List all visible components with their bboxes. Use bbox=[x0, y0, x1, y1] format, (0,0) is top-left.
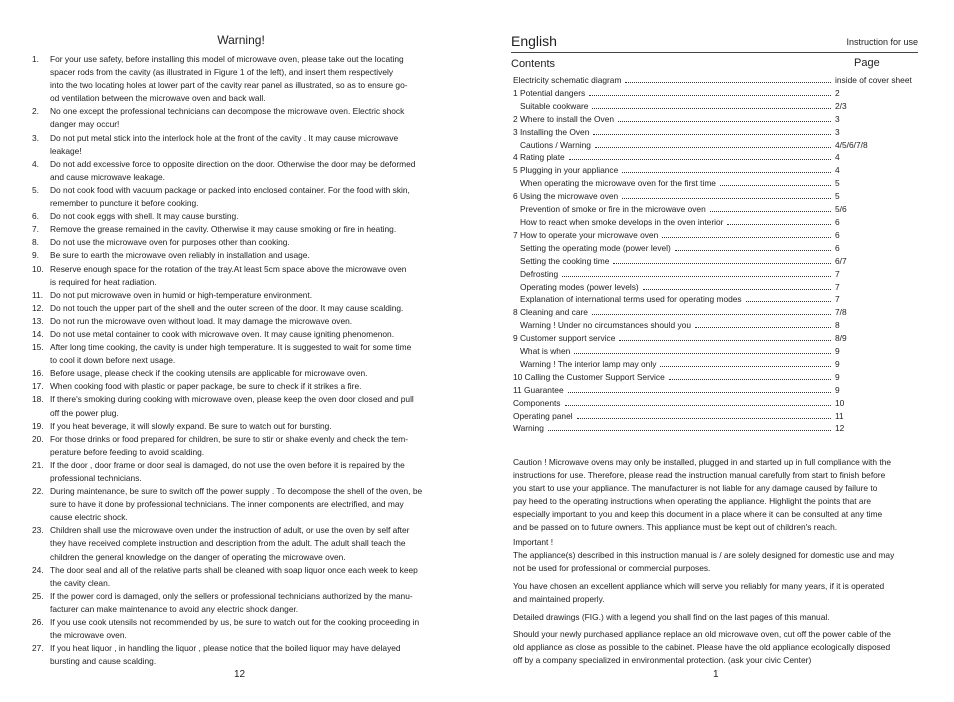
warning-item-number: 7. bbox=[32, 224, 39, 235]
caution-line: Caution ! Microwave ovens may only be installed, plugged in and started up in full compliance with the bbox=[513, 457, 892, 467]
warning-item-line: facturer can make maintenance to avoid any electric shock danger. bbox=[50, 603, 299, 614]
replace-oven-paragraph bbox=[513, 628, 923, 667]
warning-item bbox=[34, 616, 446, 642]
warning-item-number: 3. bbox=[32, 132, 39, 143]
warning-item-line: Do not run the microwave oven without load. It may damage the microwave oven. bbox=[50, 315, 353, 326]
warning-item-line: cause electric shock. bbox=[50, 512, 128, 523]
toc-entry bbox=[513, 165, 923, 178]
warning-item bbox=[34, 210, 446, 223]
warning-item bbox=[34, 564, 446, 590]
toc-entry-page: 4 bbox=[835, 152, 840, 163]
toc-entry-page: 11 bbox=[835, 410, 844, 421]
warning-item-number: 8. bbox=[32, 237, 39, 248]
toc-dot-leader bbox=[592, 108, 831, 109]
warning-item-line: Do not use the microwave oven for purposes other than cooking. bbox=[50, 237, 290, 248]
warning-item-line: The door seal and all of the relative parts shall be cleaned with soap liquor once each week to keep bbox=[50, 564, 418, 575]
warning-item bbox=[34, 223, 446, 236]
warning-item-line: Remove the grease remained in the cavity. Otherwise it may cause smoking or fire in heating. bbox=[50, 224, 397, 235]
warning-item bbox=[34, 328, 446, 341]
toc-dot-leader bbox=[619, 340, 831, 341]
toc-entry bbox=[513, 88, 923, 101]
toc-entry-label: Setting the operating mode (power level) bbox=[520, 242, 671, 253]
warning-item-number: 15. bbox=[32, 342, 44, 353]
warning-item bbox=[34, 367, 446, 380]
warning-item-number: 1. bbox=[32, 54, 39, 64]
toc-entry-page: 7/8 bbox=[835, 307, 847, 318]
warning-item-line: If the door , door frame or door seal is damaged, do not use the oven before it is repaired by the bbox=[50, 459, 405, 470]
toc-entry-label: 9 Customer support service bbox=[513, 333, 616, 344]
replace-line: old appliance as close as possible to the cabinet. Please have the old appliance ecologically disposed bbox=[513, 642, 891, 653]
warning-item-line: Do not put metal stick into the interlock hole at the front of the cavity . It may cause microwave bbox=[50, 132, 399, 143]
warning-item bbox=[34, 393, 446, 419]
toc-entry bbox=[513, 140, 923, 153]
warning-item-number: 6. bbox=[32, 211, 39, 222]
toc-entry bbox=[513, 152, 923, 165]
warning-item-number: 10. bbox=[32, 263, 44, 274]
warning-item-line: the microwave oven. bbox=[50, 630, 127, 641]
toc-entry bbox=[513, 346, 923, 359]
toc-entry-label: Setting the cooking time bbox=[520, 255, 610, 266]
toc-entry-label: What is when bbox=[520, 346, 571, 357]
toc-dot-leader bbox=[695, 327, 831, 328]
toc-entry bbox=[513, 307, 923, 320]
toc-entry-page: 6 bbox=[835, 229, 840, 240]
warning-item-line: If you heat liquor , in handling the liquor , please notice that the boiled liquor may have delayed bbox=[50, 643, 401, 654]
warning-item-line: od ventilation between the microwave oven and back wall. bbox=[50, 93, 266, 104]
caution-line: especially important to you and keep this document in a place where it can be consulted at any time bbox=[513, 509, 883, 520]
toc-entry-page: 5 bbox=[835, 191, 840, 202]
toc-entry bbox=[513, 217, 923, 230]
warning-item-number: 18. bbox=[32, 394, 44, 405]
toc-entry bbox=[513, 243, 923, 256]
toc-dot-leader bbox=[675, 250, 831, 251]
warning-item-line: off the power plug. bbox=[50, 407, 119, 418]
warning-item-line: If you heat beverage, it will slowly expand. Be sure to watch out for bursting. bbox=[50, 420, 332, 431]
warning-item bbox=[34, 289, 446, 302]
toc-entry-label: Explanation of international terms used for operating modes bbox=[520, 294, 742, 305]
contents-heading: Contents bbox=[511, 58, 556, 70]
toc-dot-leader bbox=[592, 314, 831, 315]
warning-item bbox=[34, 380, 446, 393]
choice-line: You have chosen an excellent appliance which will serve you reliably for many years, if it is operated bbox=[513, 581, 885, 591]
warning-item-number: 23. bbox=[32, 525, 44, 536]
important-label: Important ! bbox=[513, 537, 554, 547]
toc-entry bbox=[513, 256, 923, 269]
warning-item-line: Do not touch the upper part of the shell and the outer screen of the door. It may cause scalding. bbox=[50, 302, 404, 313]
toc-dot-leader bbox=[574, 353, 831, 354]
warning-item-line: children the general knowledge on the danger of operating the microwave oven. bbox=[50, 551, 346, 562]
toc-entry-page: 2/3 bbox=[835, 100, 847, 111]
toc-entry-label: Operating panel bbox=[513, 410, 573, 421]
important-paragraph bbox=[513, 536, 923, 575]
toc-entry bbox=[513, 204, 923, 217]
toc-entry bbox=[513, 127, 923, 140]
table-of-contents bbox=[513, 75, 923, 436]
language-title: English bbox=[511, 33, 557, 49]
toc-dot-leader bbox=[562, 276, 831, 277]
warning-item-number: 5. bbox=[32, 184, 39, 195]
warning-item-line: remember to puncture it before cooking. bbox=[50, 198, 199, 209]
instruction-for-use-label: Instruction for use bbox=[846, 37, 918, 47]
toc-entry-label: Cautions / Warning bbox=[520, 139, 591, 150]
warning-item-line: If the power cord is damaged, only the sellers or professional technicians authorized by the manu- bbox=[50, 590, 413, 601]
warning-item bbox=[34, 184, 446, 210]
toc-entry bbox=[513, 359, 923, 372]
warning-item-number: 9. bbox=[32, 250, 39, 261]
warning-item-number: 13. bbox=[32, 315, 44, 326]
toc-entry-page: 10 bbox=[835, 397, 845, 408]
toc-entry bbox=[513, 320, 923, 333]
toc-entry-page: 2 bbox=[835, 87, 840, 98]
toc-entry bbox=[513, 269, 923, 282]
warning-item-line: For those drinks or food prepared for children, be sure to stir or shake evenly and check the tem- bbox=[50, 433, 408, 444]
warning-item-line: sure to have it done by professional technicians. The inner components are electrified, and may bbox=[50, 499, 404, 510]
toc-entry-label: 6 Using the microwave oven bbox=[513, 191, 619, 202]
warning-item-line: Before usage, please check if the cooking utensils are applicable for microwave oven. bbox=[50, 368, 368, 379]
warning-item-number: 26. bbox=[32, 617, 44, 628]
toc-dot-leader bbox=[613, 263, 831, 264]
toc-entry-page: 4 bbox=[835, 165, 840, 176]
header-divider bbox=[511, 52, 918, 53]
warning-item-line: When cooking food with plastic or paper package, be sure to check if it strikes a fire. bbox=[50, 381, 362, 392]
toc-entry-label: Operating modes (power levels) bbox=[520, 281, 639, 292]
warning-item-line: is required for heat radiation. bbox=[50, 276, 157, 287]
toc-dot-leader bbox=[643, 289, 831, 290]
toc-entry bbox=[513, 385, 923, 398]
warning-item bbox=[34, 524, 446, 563]
toc-entry-label: How to react when smoke develops in the oven interior bbox=[520, 216, 724, 227]
toc-entry bbox=[513, 372, 923, 385]
warning-item bbox=[34, 590, 446, 616]
toc-dot-leader bbox=[622, 172, 831, 173]
warning-item-line: During maintenance, be sure to switch off the power supply . To decompose the shell of the oven, be bbox=[50, 486, 423, 497]
warning-item-number: 12. bbox=[32, 302, 44, 313]
toc-entry-page: 9 bbox=[835, 358, 840, 369]
toc-entry-page: 5 bbox=[835, 178, 840, 189]
toc-entry bbox=[513, 333, 923, 346]
warning-item-number: 22. bbox=[32, 486, 44, 497]
toc-entry bbox=[513, 411, 923, 424]
warning-item-line: into the two locating holes at lower part of the cavity rear panel as illustrated, so as to ensure go- bbox=[50, 80, 408, 91]
toc-dot-leader bbox=[710, 211, 831, 212]
right-page-number: 1 bbox=[713, 669, 719, 680]
toc-entry-label: 10 Calling the Customer Support Service bbox=[513, 371, 665, 382]
toc-dot-leader bbox=[618, 121, 831, 122]
warning-item-line: professional technicians. bbox=[50, 473, 142, 483]
warning-item bbox=[34, 236, 446, 249]
toc-entry-page: 9 bbox=[835, 384, 840, 395]
warning-item bbox=[34, 132, 446, 158]
warning-item-line: to cool it down before next usage. bbox=[50, 355, 176, 366]
toc-entry-label: 11 Guarantee bbox=[513, 384, 564, 395]
warning-item bbox=[34, 485, 446, 524]
toc-dot-leader bbox=[660, 366, 831, 367]
warning-item-number: 24. bbox=[32, 564, 44, 575]
warning-item-line: For your use safety, before installing this model of microwave oven, please take out the locating bbox=[50, 54, 404, 64]
toc-entry-label: 1 Potential dangers bbox=[513, 87, 586, 98]
toc-dot-leader bbox=[746, 301, 831, 302]
toc-entry bbox=[513, 114, 923, 127]
toc-dot-leader bbox=[577, 418, 831, 419]
toc-entry bbox=[513, 423, 923, 436]
toc-entry-label: Components bbox=[513, 397, 561, 408]
toc-dot-leader bbox=[589, 95, 831, 96]
toc-dot-leader bbox=[595, 147, 831, 148]
left-page-number: 12 bbox=[234, 669, 246, 680]
toc-entry-label: 3 Installing the Oven bbox=[513, 126, 590, 137]
warning-item bbox=[34, 433, 446, 459]
caution-paragraph bbox=[513, 456, 923, 535]
toc-entry-label: When operating the microwave oven for the first time bbox=[520, 178, 716, 189]
warning-heading: Warning! bbox=[217, 33, 265, 47]
toc-dot-leader bbox=[593, 134, 831, 135]
warning-item-line: Reserve enough space for the rotation of the tray.At least 5cm space above the microwave oven bbox=[50, 263, 407, 274]
caution-line: pay heed to the operating instructions when operating the appliance. Highlight the points that are bbox=[513, 496, 872, 507]
warning-item-line: Children shall use the microwave oven under the instruction of adult, or use the oven by self after bbox=[50, 525, 410, 536]
warning-item bbox=[34, 420, 446, 433]
toc-dot-leader bbox=[625, 82, 831, 83]
toc-entry bbox=[513, 101, 923, 114]
toc-entry bbox=[513, 178, 923, 191]
toc-entry-label: Warning ! The interior lamp may only bbox=[520, 358, 657, 369]
toc-entry-label: 4 Rating plate bbox=[513, 152, 565, 163]
toc-entry-page: 6 bbox=[835, 216, 840, 227]
toc-entry-page: 8 bbox=[835, 320, 840, 331]
toc-entry-label: 5 Plugging in your appliance bbox=[513, 165, 619, 176]
toc-entry-page: 12 bbox=[835, 423, 845, 434]
toc-entry-label: Electricity schematic diagram bbox=[513, 75, 622, 85]
toc-entry-page: 6 bbox=[835, 242, 840, 253]
warning-list bbox=[34, 53, 446, 668]
warning-item bbox=[34, 315, 446, 328]
toc-entry bbox=[513, 282, 923, 295]
warning-item-number: 4. bbox=[32, 158, 39, 169]
warning-item bbox=[34, 341, 446, 367]
toc-entry-label: Warning ! Under no circumstances should you bbox=[520, 320, 691, 331]
warning-item-line: Do not use metal container to cook with microwave oven. It may cause igniting phenomenon. bbox=[50, 328, 395, 339]
toc-dot-leader bbox=[720, 185, 831, 186]
toc-entry-page: 8/9 bbox=[835, 333, 847, 344]
toc-dot-leader bbox=[727, 224, 831, 225]
toc-dot-leader bbox=[568, 392, 831, 393]
warning-item bbox=[34, 158, 446, 184]
warning-item-number: 11. bbox=[32, 289, 44, 300]
toc-entry-page: 7 bbox=[835, 281, 840, 292]
toc-entry-page: 9 bbox=[835, 346, 840, 357]
important-line: The appliance(s) described in this instruction manual is / are solely designed for domestic use and may bbox=[513, 550, 895, 561]
warning-item-line: Be sure to earth the microwave oven reliably in installation and usage. bbox=[50, 250, 310, 261]
toc-entry bbox=[513, 294, 923, 307]
toc-entry-label: Suitable cookware bbox=[520, 100, 589, 111]
toc-entry bbox=[513, 230, 923, 243]
warning-item bbox=[34, 263, 446, 289]
warning-item-line: Do not cook food with vacuum package or packed into enclosed container. For the food with skin, bbox=[50, 184, 410, 195]
drawings-paragraph bbox=[513, 611, 923, 624]
toc-entry-page: 4/5/6/7/8 bbox=[835, 139, 868, 150]
toc-dot-leader bbox=[548, 430, 831, 431]
toc-entry bbox=[513, 75, 923, 88]
replace-line: Should your newly purchased appliance replace an old microwave oven, cut off the power cable of the bbox=[513, 629, 891, 639]
warning-item-line: No one except the professional technicians can decompose the microwave oven. Electric shock bbox=[50, 106, 405, 117]
warning-item-number: 2. bbox=[32, 106, 39, 117]
toc-entry-page: 5/6 bbox=[835, 204, 847, 215]
toc-entry-label: 8 Cleaning and care bbox=[513, 307, 588, 318]
caution-line: you start to use your appliance. The manufacturer is not liable for any damage caused by failure to bbox=[513, 483, 878, 494]
warning-item bbox=[34, 459, 446, 485]
warning-item-line: leakage! bbox=[50, 145, 82, 156]
toc-entry-label: Warning bbox=[513, 423, 544, 434]
warning-item-number: 19. bbox=[32, 420, 44, 431]
warning-item-number: 27. bbox=[32, 643, 44, 654]
toc-entry-label: 2 Where to install the Oven bbox=[513, 113, 615, 124]
toc-entry-label: Prevention of smoke or fire in the microwave oven bbox=[520, 204, 706, 215]
warning-item-line: If there's smoking during cooking with microwave oven, please keep the oven door closed and pull bbox=[50, 394, 414, 405]
toc-entry-label: Defrosting bbox=[520, 268, 559, 279]
warning-item-line: danger may occur! bbox=[50, 119, 120, 130]
warning-item bbox=[34, 249, 446, 262]
warning-item bbox=[34, 105, 446, 131]
page-column-heading: Page bbox=[854, 57, 880, 69]
toc-dot-leader bbox=[569, 159, 831, 160]
toc-dot-leader bbox=[669, 379, 831, 380]
warning-item-number: 20. bbox=[32, 433, 44, 444]
warning-item-line: they have received complete instruction and description from the adult. The adult shall teach the bbox=[50, 538, 406, 549]
important-line: not be used for professional or commercial purposes. bbox=[513, 563, 711, 574]
warning-item-line: spacer rods from the cavity (as illustrated in Figure 1 of the left), and insert them respectively bbox=[50, 67, 394, 78]
toc-entry-page: 9 bbox=[835, 371, 840, 382]
choice-line: and maintained properly. bbox=[513, 594, 605, 605]
toc-entry bbox=[513, 398, 923, 411]
warning-item-line: Do not put microwave oven in humid or high-temperature environment. bbox=[50, 289, 313, 300]
warning-item-number: 16. bbox=[32, 368, 44, 379]
warning-item-line: Do not cook eggs with shell. It may cause bursting. bbox=[50, 211, 239, 222]
warning-item bbox=[34, 302, 446, 315]
warning-item-number: 25. bbox=[32, 590, 44, 601]
replace-line: off by a company specialized in environmental protection. (ask your civic Center) bbox=[513, 655, 812, 666]
warning-item-line: After long time cooking, the cavity is under high temperature. It is suggested to wait for some time bbox=[50, 342, 412, 353]
warning-item bbox=[34, 53, 446, 105]
warning-item-line: Do not add excessive force to opposite direction on the door. Otherwise the door may be deformed bbox=[50, 158, 416, 169]
warning-item-line: bursting and cause scalding. bbox=[50, 656, 157, 667]
warning-item-line: the cavity clean. bbox=[50, 577, 111, 588]
warning-item-line: perature before feeding to avoid scalding. bbox=[50, 446, 205, 457]
toc-entry-page: 7 bbox=[835, 294, 840, 305]
toc-entry-page: 3 bbox=[835, 113, 840, 124]
toc-entry-page: 6/7 bbox=[835, 255, 847, 266]
toc-entry-page: 7 bbox=[835, 268, 840, 279]
toc-entry-page: inside of cover sheet bbox=[835, 75, 912, 85]
caution-line: instructions for use. Therefore, please read the instruction manual carefully from start to finish before bbox=[513, 470, 886, 481]
warning-item-number: 21. bbox=[32, 459, 44, 470]
toc-dot-leader bbox=[565, 405, 832, 406]
warning-item-line: and cause microwave leakage. bbox=[50, 171, 165, 182]
toc-entry bbox=[513, 191, 923, 204]
warning-item-line: If you use cook utensils not recommended by us, be sure to watch out for the cooking proceeding in bbox=[50, 617, 420, 628]
caution-line: and be passed on to future owners. This appliance must be kept out of children's reach. bbox=[513, 522, 838, 533]
warning-item-number: 17. bbox=[32, 381, 44, 392]
warning-item-number: 14. bbox=[32, 328, 44, 339]
toc-dot-leader bbox=[662, 237, 831, 238]
drawings-line: Detailed drawings (FIG.) with a legend you shall find on the last pages of this manual. bbox=[513, 612, 830, 622]
toc-entry-label: 7 How to operate your microwave oven bbox=[513, 229, 659, 240]
right-page bbox=[477, 0, 954, 702]
toc-entry-page: 3 bbox=[835, 126, 840, 137]
appliance-choice-paragraph bbox=[513, 580, 923, 606]
toc-dot-leader bbox=[622, 198, 831, 199]
warning-item bbox=[34, 642, 446, 668]
